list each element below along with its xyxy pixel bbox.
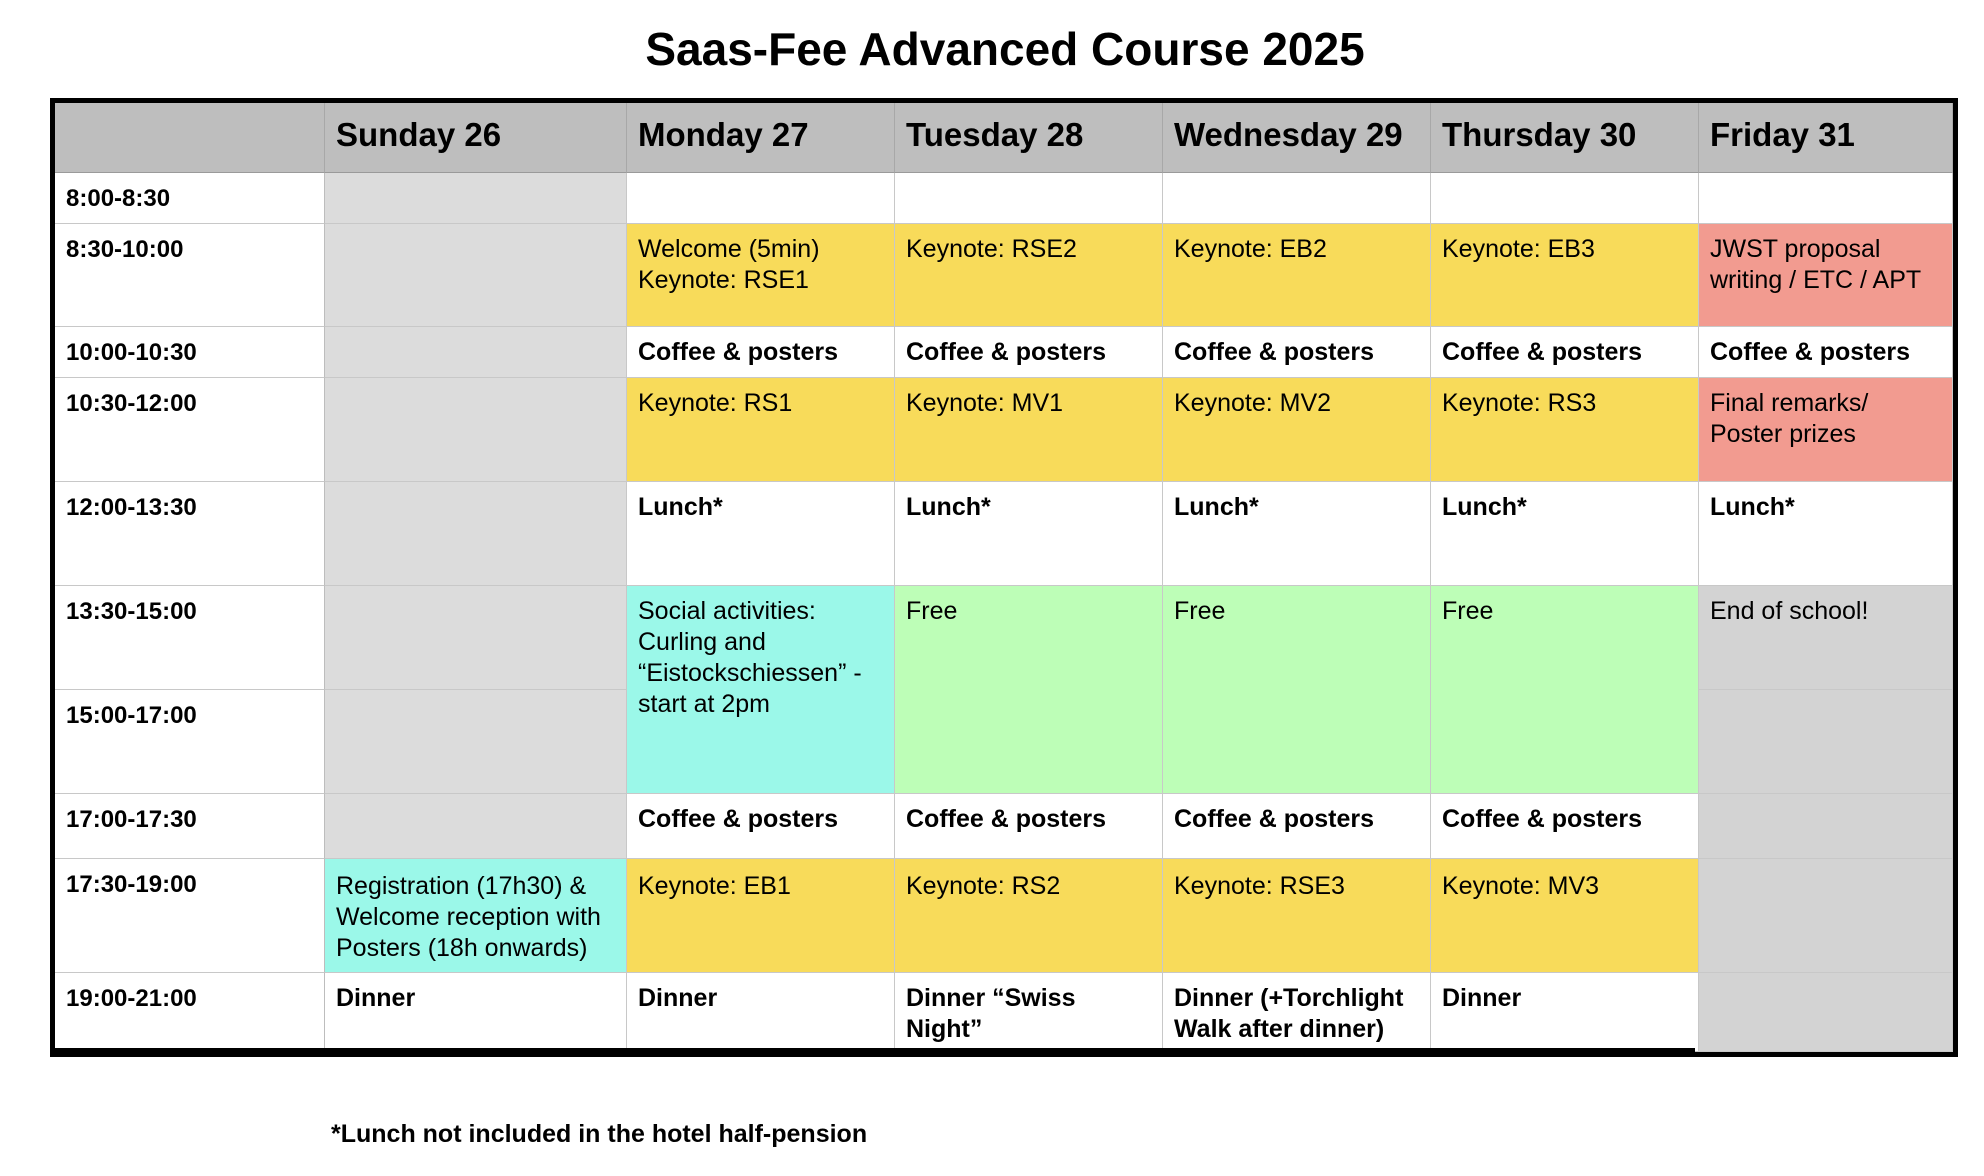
monday-keynote-am2: Keynote: RS1 <box>627 378 895 482</box>
tuesday-lunch: Lunch* <box>895 482 1163 586</box>
friday-final-remarks: Final remarks/ Poster prizes <box>1699 378 1953 482</box>
monday-empty-slot <box>627 173 895 224</box>
tuesday-coffee-pm: Coffee & posters <box>895 794 1163 859</box>
sunday-empty-slot <box>325 586 627 690</box>
header-day-monday: Monday 27 <box>627 103 895 173</box>
tuesday-empty-slot <box>895 173 1163 224</box>
friday-end-of-school: End of school! <box>1699 586 1953 690</box>
tuesday-dinner: Dinner “Swiss Night” <box>895 973 1163 1052</box>
wednesday-empty-slot <box>1163 173 1431 224</box>
monday-dinner: Dinner <box>627 973 895 1052</box>
sunday-empty-slot <box>325 482 627 586</box>
monday-social: Social activities: Curling and “Eistockschiessen” - start at 2pm <box>627 586 895 794</box>
thursday-free: Free <box>1431 586 1699 794</box>
lunch-footnote: *Lunch not included in the hotel half-pension <box>331 1120 868 1148</box>
thursday-dinner: Dinner <box>1431 973 1699 1052</box>
thursday-coffee-am: Coffee & posters <box>1431 327 1699 378</box>
time-slot: 19:00-21:00 <box>55 973 325 1052</box>
monday-coffee-am: Coffee & posters <box>627 327 895 378</box>
wednesday-keynote-pm: Keynote: RSE3 <box>1163 859 1431 973</box>
time-slot: 17:00-17:30 <box>55 794 325 859</box>
time-slot: 8:00-8:30 <box>55 173 325 224</box>
sunday-dinner: Dinner <box>325 973 627 1052</box>
friday-empty-slot <box>1699 690 1953 794</box>
time-slot: 10:30-12:00 <box>55 378 325 482</box>
sunday-registration: Registration (17h30) & Welcome reception with Posters (18h onwards) <box>325 859 627 973</box>
friday-empty-slot <box>1699 973 1953 1052</box>
tuesday-keynote-am2: Keynote: MV1 <box>895 378 1163 482</box>
thursday-coffee-pm: Coffee & posters <box>1431 794 1699 859</box>
sunday-empty-slot <box>325 378 627 482</box>
thursday-empty-slot <box>1431 173 1699 224</box>
schedule-table <box>50 98 1958 1057</box>
time-slot: 17:30-19:00 <box>55 859 325 973</box>
friday-coffee-am: Coffee & posters <box>1699 327 1953 378</box>
wednesday-dinner: Dinner (+Torchlight Walk after dinner) <box>1163 973 1431 1052</box>
time-slot: 13:30-15:00 <box>55 586 325 690</box>
monday-coffee-pm: Coffee & posters <box>627 794 895 859</box>
header-day-friday: Friday 31 <box>1699 103 1953 173</box>
sunday-empty-slot <box>325 327 627 378</box>
wednesday-keynote-am2: Keynote: MV2 <box>1163 378 1431 482</box>
monday-lunch: Lunch* <box>627 482 895 586</box>
table-bottom-border <box>50 1048 1695 1053</box>
time-slot: 8:30-10:00 <box>55 224 325 327</box>
friday-empty-slot <box>1699 794 1953 859</box>
tuesday-free: Free <box>895 586 1163 794</box>
monday-keynote-pm: Keynote: EB1 <box>627 859 895 973</box>
tuesday-coffee-am: Coffee & posters <box>895 327 1163 378</box>
tuesday-keynote-am1: Keynote: RSE2 <box>895 224 1163 327</box>
thursday-keynote-am2: Keynote: RS3 <box>1431 378 1699 482</box>
friday-lunch: Lunch* <box>1699 482 1953 586</box>
thursday-keynote-am1: Keynote: EB3 <box>1431 224 1699 327</box>
sunday-empty-slot <box>325 224 627 327</box>
wednesday-lunch: Lunch* <box>1163 482 1431 586</box>
header-day-tuesday: Tuesday 28 <box>895 103 1163 173</box>
friday-jwst-session: JWST proposal writing / ETC / APT <box>1699 224 1953 327</box>
thursday-keynote-pm: Keynote: MV3 <box>1431 859 1699 973</box>
sunday-empty-slot <box>325 794 627 859</box>
header-corner <box>55 103 325 173</box>
wednesday-keynote-am1: Keynote: EB2 <box>1163 224 1431 327</box>
monday-keynote-am1: Welcome (5min) Keynote: RSE1 <box>627 224 895 327</box>
friday-empty-slot <box>1699 173 1953 224</box>
header-day-thursday: Thursday 30 <box>1431 103 1699 173</box>
page-title: Saas-Fee Advanced Course 2025 <box>645 23 1365 75</box>
sunday-empty-slot <box>325 690 627 794</box>
header-day-sunday: Sunday 26 <box>325 103 627 173</box>
time-slot: 10:00-10:30 <box>55 327 325 378</box>
wednesday-free: Free <box>1163 586 1431 794</box>
header-day-wednesday: Wednesday 29 <box>1163 103 1431 173</box>
sunday-empty-slot <box>325 173 627 224</box>
wednesday-coffee-am: Coffee & posters <box>1163 327 1431 378</box>
time-slot: 12:00-13:30 <box>55 482 325 586</box>
time-slot: 15:00-17:00 <box>55 690 325 794</box>
thursday-lunch: Lunch* <box>1431 482 1699 586</box>
tuesday-keynote-pm: Keynote: RS2 <box>895 859 1163 973</box>
wednesday-coffee-pm: Coffee & posters <box>1163 794 1431 859</box>
friday-empty-slot <box>1699 859 1953 973</box>
